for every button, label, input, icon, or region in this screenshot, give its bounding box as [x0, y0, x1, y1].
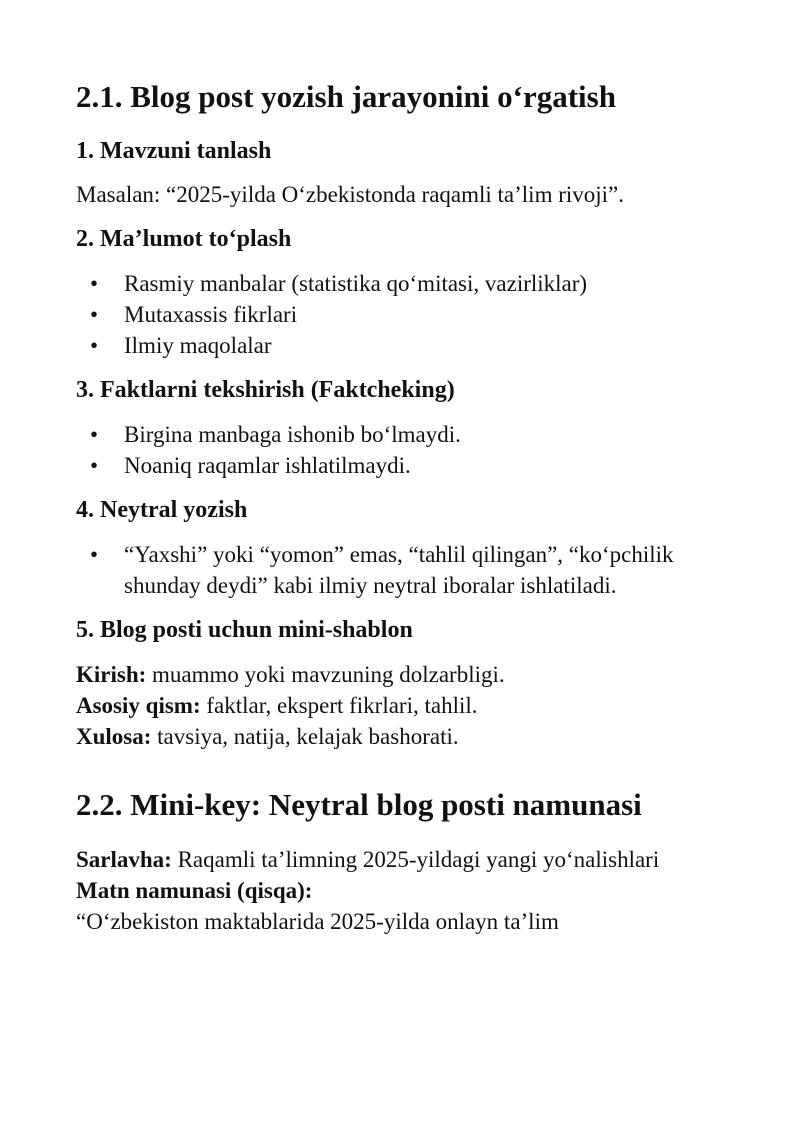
sample-headline-label: Sarlavha: — [76, 847, 172, 872]
sample-headline — [76, 844, 724, 875]
list-item-text: Rasmiy manbalar (statistika qo‘mitasi, vazirliklar) — [124, 271, 588, 296]
sample-text: “O‘zbekiston maktablarida 2025-yilda onlayn ta’lim — [76, 909, 559, 934]
bullet-icon: • — [90, 453, 99, 478]
bullet-icon: • — [90, 333, 99, 358]
bullet-icon: • — [90, 422, 99, 447]
bullet-icon: • — [90, 542, 99, 567]
list-item-text: Noaniq raqamlar ishlatilmaydi. — [124, 453, 411, 478]
bullet-icon: • — [90, 302, 99, 327]
bullet-icon: • — [90, 271, 99, 296]
section-2-title: 2.2. Mini-key: Neytral blog posti namunasi — [76, 787, 642, 822]
list-item — [76, 419, 724, 450]
list-item-text: Ilmiy maqolalar — [124, 333, 272, 358]
step-4-heading: 4. Neytral yozish — [76, 497, 248, 523]
template-body — [76, 690, 724, 721]
sample-text-label: Matn namunasi (qisqa): — [76, 878, 313, 903]
list-item-text: Birgina manbaga ishonib bo‘lmaydi. — [124, 422, 461, 447]
template-body-text: faktlar, ekspert fikrlari, tahlil. — [200, 693, 478, 718]
list-item — [76, 450, 724, 481]
step-4-list — [76, 539, 724, 601]
template-intro — [76, 659, 724, 690]
template-intro-label: Kirish: — [76, 662, 147, 687]
list-item — [76, 299, 724, 330]
sample-post — [76, 844, 724, 937]
list-item-text: Mutaxassis fikrlari — [124, 302, 298, 327]
step-1-heading: 1. Mavzuni tanlash — [76, 138, 272, 164]
list-item — [76, 268, 724, 299]
step-2-heading: 2. Ma’lumot to‘plash — [76, 226, 292, 252]
template-body-label: Asosiy qism: — [76, 693, 201, 718]
step-3-list — [76, 419, 724, 481]
step-2-list — [76, 268, 724, 361]
template-intro-text: muammo yoki mavzuning dolzarbligi. — [146, 662, 505, 687]
sample-text-label-line — [76, 875, 724, 906]
list-item — [76, 330, 724, 361]
list-item — [76, 539, 724, 601]
step-5-heading: 5. Blog posti uchun mini-shablon — [76, 617, 413, 643]
step-1-example: Masalan: “2025-yilda O‘zbekistonda raqamli ta’lim rivoji”. — [76, 182, 625, 207]
template-conclusion — [76, 721, 724, 752]
step-3-heading: 3. Faktlarni tekshirish (Faktcheking) — [76, 377, 455, 403]
sample-headline-text: Raqamli ta’limning 2025-yildagi yangi yo‘nalishlari — [171, 847, 660, 872]
section-1-title: 2.1. Blog post yozish jarayonini o‘rgatish — [76, 79, 616, 114]
list-item-text: “Yaxshi” yoki “yomon” emas, “tahlil qilingan”, “ko‘pchilik shunday deydi” kabi ilmiy neytral iboralar ishlatiladi. — [124, 542, 674, 598]
template-conclusion-text: tavsiya, natija, kelajak bashorati. — [151, 724, 459, 749]
mini-template — [76, 659, 724, 752]
template-conclusion-label: Xulosa: — [76, 724, 152, 749]
